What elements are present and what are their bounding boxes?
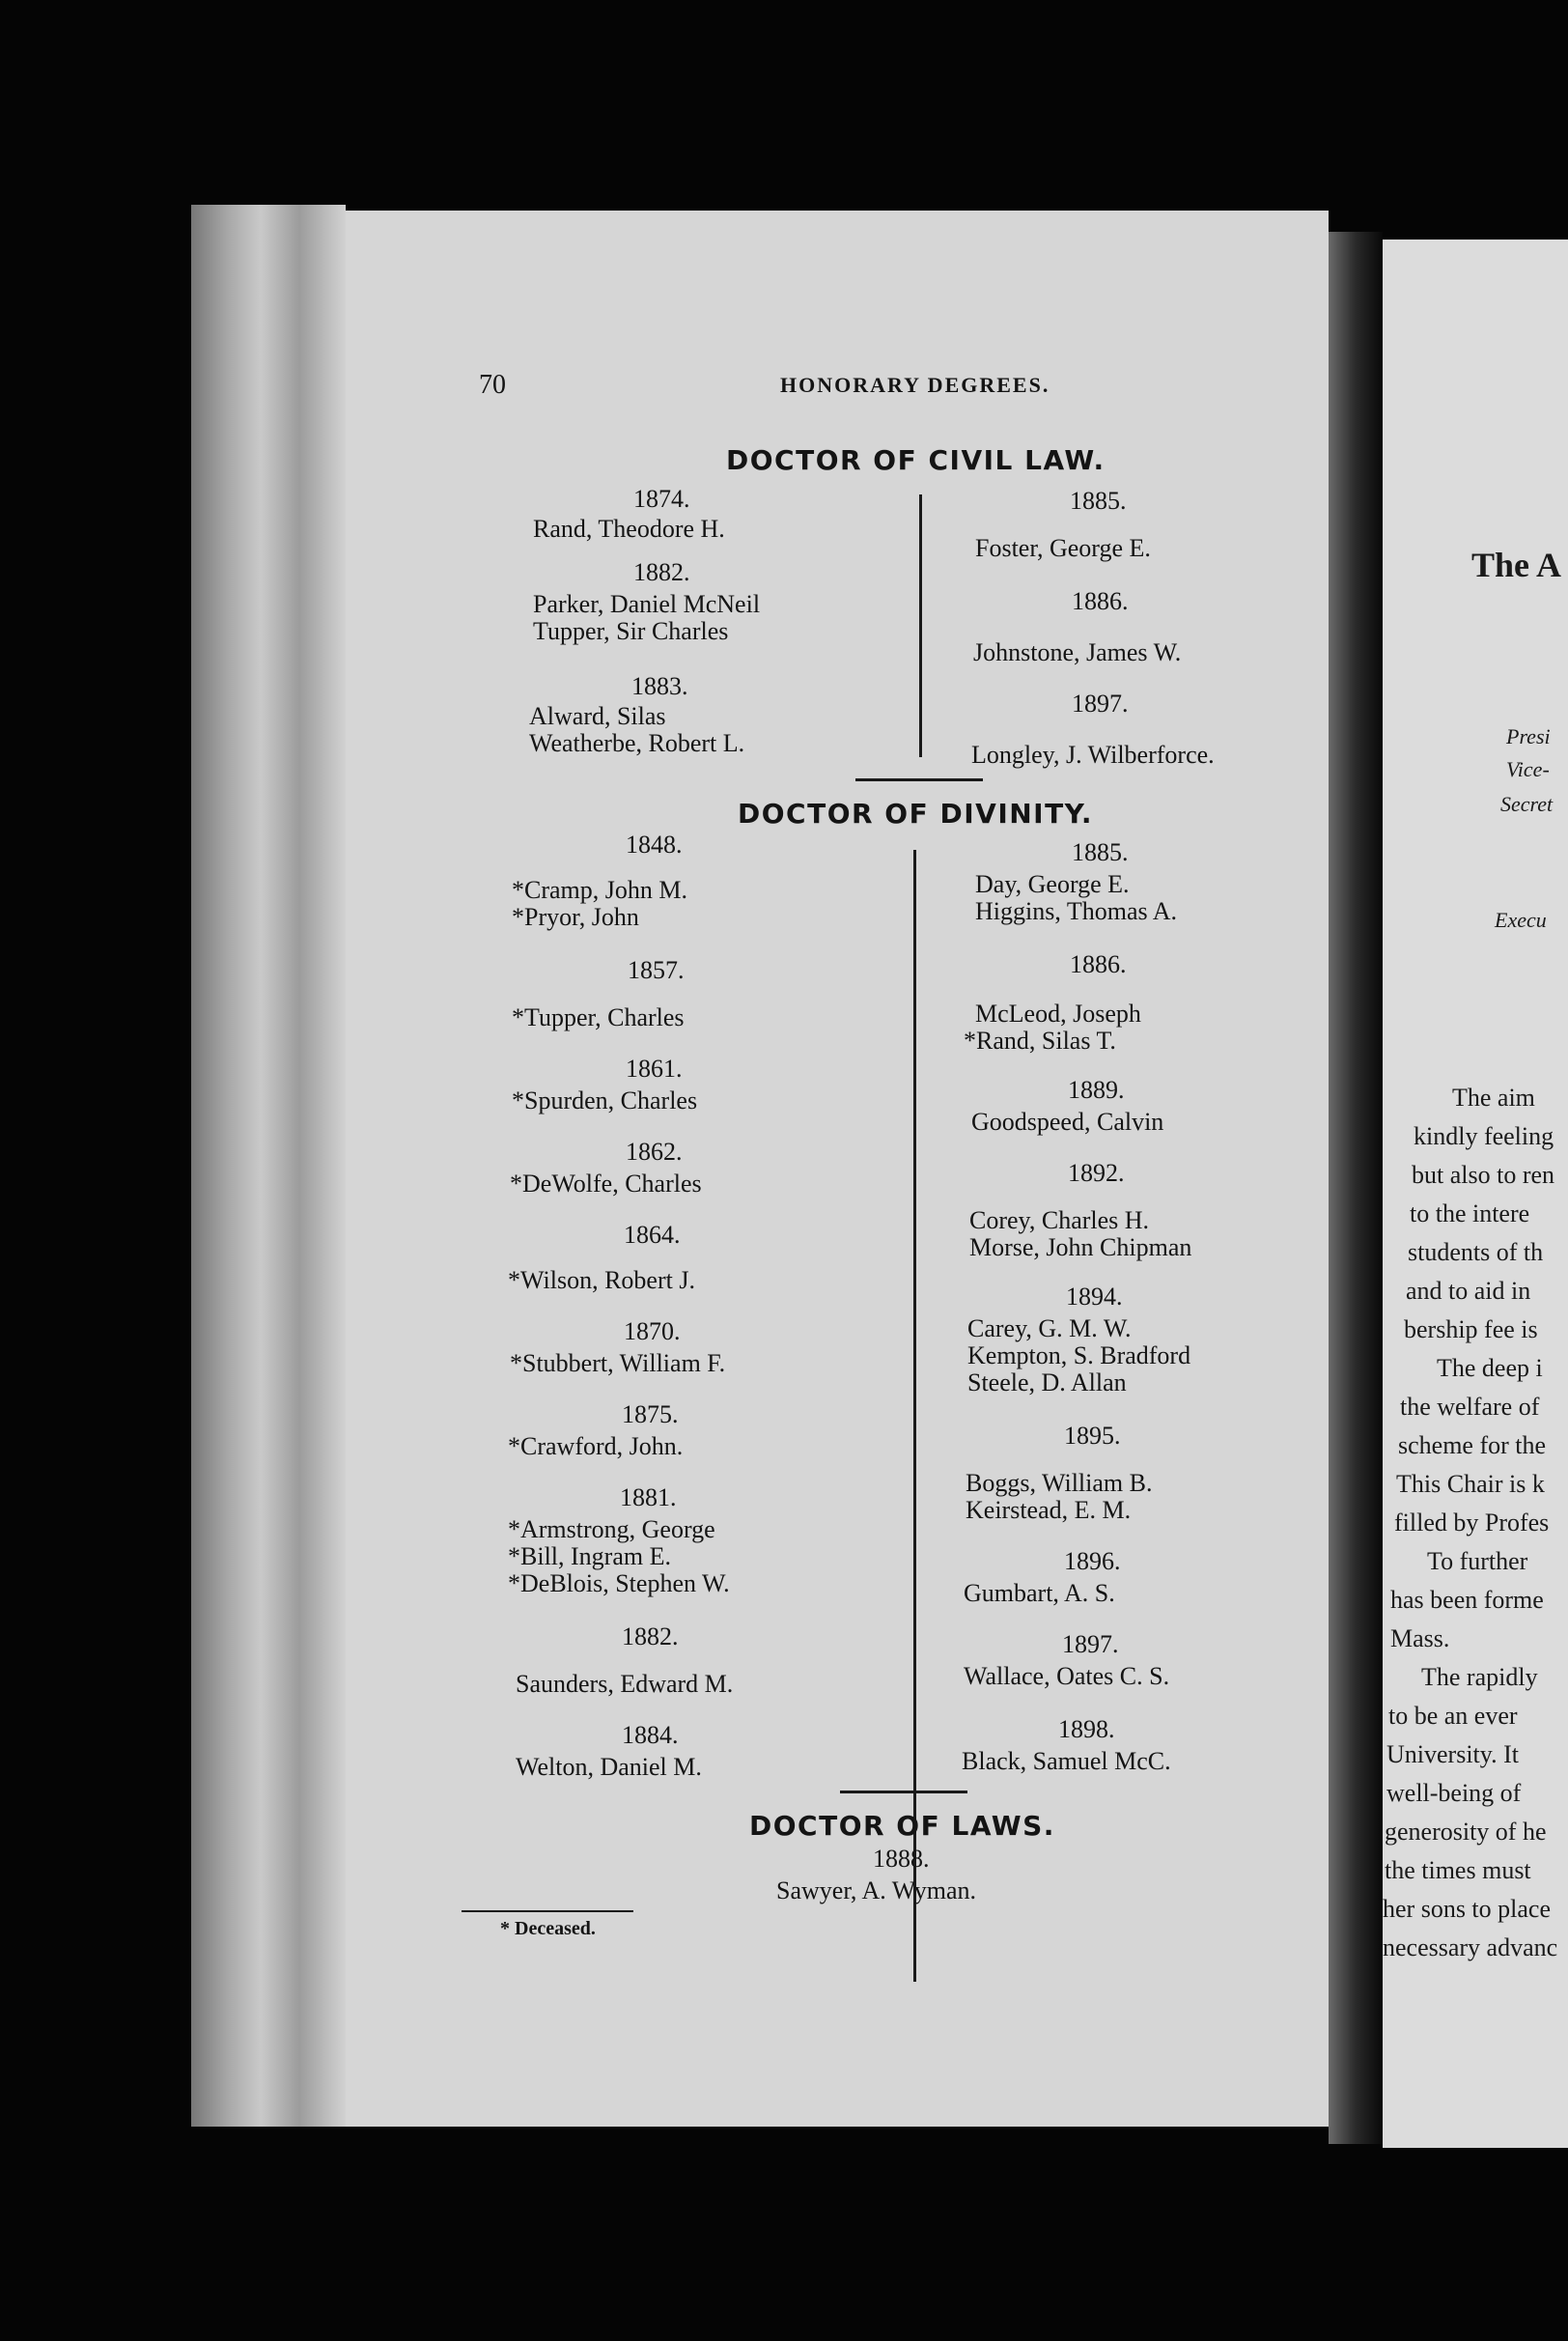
dcl-year: 1874. xyxy=(633,485,690,513)
dd-name: Keirstead, E. M. xyxy=(966,1496,1132,1524)
right-page-line: to be an ever xyxy=(1388,1702,1518,1730)
dd-name: Goodspeed, Calvin xyxy=(971,1108,1164,1136)
spine-library-stamp xyxy=(0,666,6,1227)
ll-title: DOCTOR OF LAWS. xyxy=(749,1810,1055,1842)
dd-year: 1861. xyxy=(626,1055,683,1083)
dd-year: 1895. xyxy=(1064,1422,1121,1450)
right-page-officer: Vice- xyxy=(1506,757,1550,781)
right-page-line: and to aid in xyxy=(1406,1277,1531,1305)
dcl-title: DOCTOR OF CIVIL LAW. xyxy=(726,444,1106,476)
right-page-line: This Chair is k xyxy=(1396,1470,1545,1498)
dd-name: *Spurden, Charles xyxy=(512,1086,698,1114)
dcl-name: Johnstone, James W. xyxy=(973,638,1182,666)
dd-name: *Armstrong, George xyxy=(508,1515,715,1543)
right-page-line: has been forme xyxy=(1390,1586,1544,1614)
right-page-line: the welfare of xyxy=(1400,1393,1540,1421)
dd-name: *Bill, Ingram E. xyxy=(508,1542,671,1570)
dcl-name: Foster, George E. xyxy=(975,534,1151,562)
dd-year: 1881. xyxy=(620,1483,677,1511)
right-page-line: To further xyxy=(1427,1547,1528,1575)
right-page-line: The deep i xyxy=(1437,1354,1543,1382)
dd-name: Carey, G. M. W. xyxy=(967,1314,1132,1342)
dd-name: Steele, D. Allan xyxy=(967,1368,1127,1396)
dd-name: *Crawford, John. xyxy=(508,1432,684,1460)
right-page-officer: Secret xyxy=(1500,792,1554,816)
dd-year: 1889. xyxy=(1068,1076,1125,1104)
right-page-fragment xyxy=(1383,240,1568,2148)
dcl-name: Longley, J. Wilberforce. xyxy=(971,741,1215,769)
dd-name: Boggs, William B. xyxy=(966,1469,1153,1497)
dd-year: 1884. xyxy=(622,1721,679,1749)
dcl-year: 1897. xyxy=(1072,690,1129,718)
dd-name: Gumbart, A. S. xyxy=(964,1579,1115,1607)
right-page-line: her sons to place xyxy=(1383,1895,1552,1923)
dd-name: Kempton, S. Bradford xyxy=(967,1341,1191,1369)
right-page-line: The aim xyxy=(1452,1084,1535,1112)
dd-name: Higgins, Thomas A. xyxy=(975,897,1177,925)
dd-year: 1875. xyxy=(622,1400,679,1428)
dcl-name: Rand, Theodore H. xyxy=(533,515,725,543)
dd-name: Welton, Daniel M. xyxy=(516,1753,702,1781)
dd-name: *DeBlois, Stephen W. xyxy=(508,1569,730,1597)
dd-name: *DeWolfe, Charles xyxy=(510,1170,702,1198)
right-page-officer: Presi xyxy=(1506,724,1551,748)
right-page-line: bership fee is xyxy=(1404,1315,1538,1343)
dd-name: Black, Samuel McC. xyxy=(962,1747,1171,1775)
section-rule xyxy=(855,778,983,781)
ll-name: Sawyer, A. Wyman. xyxy=(776,1876,977,1904)
right-page-line: generosity of he xyxy=(1385,1818,1547,1846)
dd-year: 1894. xyxy=(1066,1283,1123,1311)
dd-name: Wallace, Oates C. S. xyxy=(964,1662,1170,1690)
dd-name: *Pryor, John xyxy=(512,903,639,931)
dd-name: *Cramp, John M. xyxy=(512,876,687,904)
right-page-line: but also to ren xyxy=(1412,1161,1555,1189)
dd-title: DOCTOR OF DIVINITY. xyxy=(738,798,1093,830)
dcl-year: 1883. xyxy=(631,672,688,700)
dd-year: 1882. xyxy=(622,1622,679,1650)
left-page xyxy=(346,211,1329,2127)
dd-year: 1862. xyxy=(626,1138,683,1166)
dd-year: 1864. xyxy=(624,1221,681,1249)
dd-year: 1857. xyxy=(628,956,685,984)
dd-year: 1885. xyxy=(1072,838,1129,866)
dcl-name: Parker, Daniel McNeil xyxy=(533,590,761,618)
dd-year: 1886. xyxy=(1070,950,1127,978)
section-rule xyxy=(840,1791,967,1793)
dd-name: Day, George E. xyxy=(975,870,1130,898)
right-page-line: filled by Profes xyxy=(1394,1509,1550,1537)
running-head: HONORARY DEGREES. xyxy=(780,373,1050,397)
dd-name: Morse, John Chipman xyxy=(969,1233,1192,1261)
page-number: 70 xyxy=(479,370,506,400)
dd-year: 1896. xyxy=(1064,1547,1121,1575)
right-page-line: well-being of xyxy=(1386,1779,1522,1807)
dcl-name: Weatherbe, Robert L. xyxy=(529,729,745,757)
right-page-line: kindly feeling xyxy=(1414,1122,1554,1150)
dcl-year: 1886. xyxy=(1072,587,1129,615)
dd-name: Corey, Charles H. xyxy=(969,1206,1150,1234)
right-page-line: necessary advanc xyxy=(1383,1933,1558,1961)
dcl-year: 1885. xyxy=(1070,487,1127,515)
dd-name: *Wilson, Robert J. xyxy=(508,1266,695,1294)
book-spine xyxy=(191,205,346,2127)
dd-year: 1897. xyxy=(1062,1630,1119,1658)
dd-name: *Stubbert, William F. xyxy=(510,1349,726,1377)
dcl-column-divider xyxy=(919,494,922,757)
dd-name: McLeod, Joseph xyxy=(975,1000,1141,1028)
right-page-exec: Execu xyxy=(1495,908,1547,932)
dcl-year: 1882. xyxy=(633,558,690,586)
dcl-name: Alward, Silas xyxy=(529,702,666,730)
right-page-title: The A xyxy=(1471,546,1562,584)
dd-name: *Tupper, Charles xyxy=(512,1003,685,1031)
ll-year: 1888. xyxy=(873,1845,930,1873)
right-page-line: University. It xyxy=(1386,1740,1519,1768)
dcl-name: Tupper, Sir Charles xyxy=(533,617,729,645)
footnote: * Deceased. xyxy=(500,1918,596,1939)
right-page-line: to the intere xyxy=(1410,1199,1530,1227)
dd-year: 1898. xyxy=(1058,1715,1115,1743)
right-page-line: The rapidly xyxy=(1421,1663,1538,1691)
right-page-line: Mass. xyxy=(1390,1624,1450,1652)
book-gutter xyxy=(1329,232,1383,2144)
dd-name: Saunders, Edward M. xyxy=(516,1670,734,1698)
right-page-line: the times must xyxy=(1385,1856,1531,1884)
right-page-line: scheme for the xyxy=(1398,1431,1547,1459)
right-page-line: students of th xyxy=(1408,1238,1544,1266)
dd-year: 1892. xyxy=(1068,1159,1125,1187)
dd-year: 1848. xyxy=(626,831,683,859)
dd-year: 1870. xyxy=(624,1317,681,1345)
footnote-rule xyxy=(462,1910,633,1912)
dd-name: *Rand, Silas T. xyxy=(964,1027,1116,1055)
